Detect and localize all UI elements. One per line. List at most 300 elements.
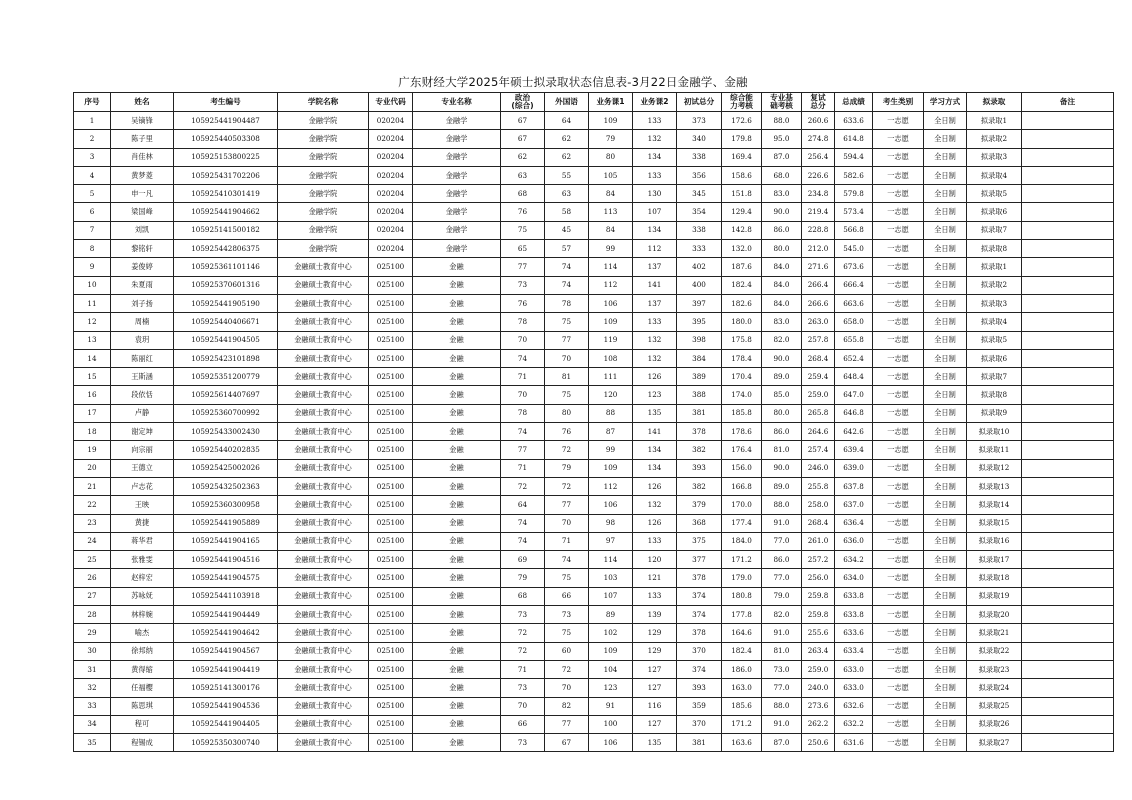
cell-admission: 拟录取14 [967, 496, 1022, 514]
cell-subject2: 127 [633, 715, 677, 733]
cell-politics: 73 [501, 679, 545, 697]
cell-major-basic-assess: 82.0 [762, 331, 802, 349]
cell-subject2: 133 [633, 313, 677, 331]
cell-major-code: 025100 [369, 697, 413, 715]
cell-seq: 34 [74, 715, 111, 733]
cell-prelim-total: 340 [677, 130, 722, 148]
cell-exam-id: 105925360300958 [174, 496, 278, 514]
cell-remarks [1022, 166, 1114, 184]
cell-major-code: 025100 [369, 459, 413, 477]
cell-foreign-lang: 71 [545, 532, 589, 550]
cell-name: 苏咏妩 [111, 587, 174, 605]
cell-prelim-total: 397 [677, 294, 722, 312]
cell-ability-assess: 178.6 [722, 423, 762, 441]
cell-name: 谢定坤 [111, 423, 174, 441]
cell-major-code: 025100 [369, 477, 413, 495]
cell-total-score: 633.6 [835, 112, 873, 130]
table-row [74, 496, 1114, 514]
cell-major-basic-assess: 89.0 [762, 368, 802, 386]
cell-subject1: 80 [589, 148, 633, 166]
header-candidate-type: 考生类别 [873, 93, 924, 112]
table-row [74, 642, 1114, 660]
cell-politics: 73 [501, 734, 545, 752]
cell-exam-id: 105925441904642 [174, 624, 278, 642]
cell-seq: 20 [74, 459, 111, 477]
cell-exam-id: 105925153800225 [174, 148, 278, 166]
cell-candidate-type: 一志愿 [873, 386, 924, 404]
cell-foreign-lang: 81 [545, 368, 589, 386]
cell-exam-id: 105925433002430 [174, 423, 278, 441]
cell-major-name: 金融 [413, 715, 501, 733]
cell-study-mode: 全日制 [924, 148, 967, 166]
cell-prelim-total: 354 [677, 203, 722, 221]
cell-name: 刘凯 [111, 221, 174, 239]
header-politics: 政治 (综合) [501, 93, 545, 112]
cell-politics: 71 [501, 459, 545, 477]
cell-admission: 拟录取4 [967, 313, 1022, 331]
cell-major-name: 金融学 [413, 240, 501, 258]
table-row [74, 587, 1114, 605]
cell-college: 金融硕士教育中心 [278, 587, 369, 605]
cell-exam-id: 105925431702206 [174, 166, 278, 184]
cell-politics: 77 [501, 441, 545, 459]
cell-subject1: 99 [589, 441, 633, 459]
cell-name: 黄梦菱 [111, 166, 174, 184]
cell-admission: 拟录取7 [967, 221, 1022, 239]
cell-seq: 11 [74, 294, 111, 312]
cell-remarks [1022, 112, 1114, 130]
cell-major-basic-assess: 80.0 [762, 240, 802, 258]
cell-admission: 拟录取4 [967, 166, 1022, 184]
cell-foreign-lang: 60 [545, 642, 589, 660]
cell-subject2: 135 [633, 404, 677, 422]
cell-major-basic-assess: 77.0 [762, 569, 802, 587]
cell-subject2: 133 [633, 112, 677, 130]
cell-candidate-type: 一志愿 [873, 532, 924, 550]
cell-subject2: 132 [633, 496, 677, 514]
cell-total-score: 647.0 [835, 386, 873, 404]
cell-total-score: 614.8 [835, 130, 873, 148]
cell-study-mode: 全日制 [924, 660, 967, 678]
cell-subject2: 137 [633, 258, 677, 276]
cell-college: 金融学院 [278, 240, 369, 258]
cell-subject1: 99 [589, 240, 633, 258]
cell-college: 金融硕士教育中心 [278, 496, 369, 514]
cell-major-name: 金融 [413, 441, 501, 459]
cell-study-mode: 全日制 [924, 459, 967, 477]
cell-ability-assess: 172.6 [722, 112, 762, 130]
cell-subject2: 121 [633, 569, 677, 587]
cell-major-name: 金融 [413, 276, 501, 294]
cell-foreign-lang: 45 [545, 221, 589, 239]
cell-study-mode: 全日制 [924, 642, 967, 660]
header-subject1: 业务课1 [589, 93, 633, 112]
cell-college: 金融硕士教育中心 [278, 313, 369, 331]
cell-candidate-type: 一志愿 [873, 423, 924, 441]
cell-college: 金融硕士教育中心 [278, 660, 369, 678]
cell-remarks [1022, 532, 1114, 550]
cell-prelim-total: 382 [677, 441, 722, 459]
cell-major-basic-assess: 90.0 [762, 203, 802, 221]
cell-subject1: 111 [589, 368, 633, 386]
cell-admission: 拟录取5 [967, 331, 1022, 349]
cell-study-mode: 全日制 [924, 276, 967, 294]
cell-subject1: 79 [589, 130, 633, 148]
table-row [74, 551, 1114, 569]
cell-study-mode: 全日制 [924, 624, 967, 642]
cell-foreign-lang: 80 [545, 404, 589, 422]
cell-ability-assess: 180.8 [722, 587, 762, 605]
cell-retest-total: 257.8 [802, 331, 835, 349]
cell-admission: 拟录取17 [967, 551, 1022, 569]
cell-remarks [1022, 203, 1114, 221]
cell-remarks [1022, 459, 1114, 477]
cell-major-name: 金融学 [413, 185, 501, 203]
cell-subject1: 114 [589, 258, 633, 276]
cell-candidate-type: 一志愿 [873, 734, 924, 752]
cell-major-basic-assess: 91.0 [762, 715, 802, 733]
cell-subject2: 141 [633, 423, 677, 441]
cell-ability-assess: 175.8 [722, 331, 762, 349]
cell-prelim-total: 375 [677, 532, 722, 550]
cell-major-code: 020204 [369, 112, 413, 130]
cell-subject1: 106 [589, 496, 633, 514]
table-row [74, 130, 1114, 148]
cell-study-mode: 全日制 [924, 166, 967, 184]
cell-subject2: 133 [633, 166, 677, 184]
cell-admission: 拟录取1 [967, 258, 1022, 276]
cell-remarks [1022, 697, 1114, 715]
cell-study-mode: 全日制 [924, 441, 967, 459]
cell-ability-assess: 142.8 [722, 221, 762, 239]
cell-major-code: 020204 [369, 166, 413, 184]
cell-politics: 74 [501, 349, 545, 367]
cell-remarks [1022, 679, 1114, 697]
cell-major-basic-assess: 90.0 [762, 349, 802, 367]
cell-seq: 4 [74, 166, 111, 184]
cell-seq: 9 [74, 258, 111, 276]
cell-subject2: 112 [633, 240, 677, 258]
cell-subject2: 127 [633, 679, 677, 697]
cell-prelim-total: 378 [677, 569, 722, 587]
cell-foreign-lang: 57 [545, 240, 589, 258]
cell-study-mode: 全日制 [924, 130, 967, 148]
cell-seq: 7 [74, 221, 111, 239]
cell-exam-id: 105925361101146 [174, 258, 278, 276]
cell-subject2: 134 [633, 441, 677, 459]
cell-retest-total: 274.8 [802, 130, 835, 148]
cell-remarks [1022, 606, 1114, 624]
cell-subject2: 141 [633, 276, 677, 294]
cell-study-mode: 全日制 [924, 532, 967, 550]
cell-major-name: 金融学 [413, 130, 501, 148]
cell-total-score: 666.4 [835, 276, 873, 294]
cell-college: 金融硕士教育中心 [278, 331, 369, 349]
cell-foreign-lang: 82 [545, 697, 589, 715]
table-row [74, 148, 1114, 166]
cell-name: 申一凡 [111, 185, 174, 203]
table-row [74, 276, 1114, 294]
cell-politics: 64 [501, 496, 545, 514]
cell-subject1: 106 [589, 734, 633, 752]
cell-politics: 79 [501, 569, 545, 587]
cell-study-mode: 全日制 [924, 496, 967, 514]
cell-subject1: 113 [589, 203, 633, 221]
cell-major-code: 025100 [369, 441, 413, 459]
cell-prelim-total: 400 [677, 276, 722, 294]
cell-subject2: 126 [633, 368, 677, 386]
cell-study-mode: 全日制 [924, 697, 967, 715]
cell-major-basic-assess: 83.0 [762, 313, 802, 331]
cell-major-name: 金融 [413, 551, 501, 569]
cell-candidate-type: 一志愿 [873, 240, 924, 258]
cell-study-mode: 全日制 [924, 606, 967, 624]
cell-politics: 78 [501, 404, 545, 422]
cell-admission: 拟录取8 [967, 240, 1022, 258]
cell-major-code: 025100 [369, 715, 413, 733]
cell-foreign-lang: 58 [545, 203, 589, 221]
cell-name: 陈思琪 [111, 697, 174, 715]
cell-seq: 17 [74, 404, 111, 422]
cell-foreign-lang: 75 [545, 624, 589, 642]
table-row [74, 331, 1114, 349]
cell-politics: 74 [501, 423, 545, 441]
cell-ability-assess: 178.4 [722, 349, 762, 367]
cell-major-basic-assess: 89.0 [762, 477, 802, 495]
cell-retest-total: 266.4 [802, 276, 835, 294]
cell-major-name: 金融 [413, 349, 501, 367]
cell-ability-assess: 163.6 [722, 734, 762, 752]
cell-remarks [1022, 551, 1114, 569]
cell-total-score: 652.4 [835, 349, 873, 367]
cell-study-mode: 全日制 [924, 386, 967, 404]
cell-politics: 76 [501, 203, 545, 221]
cell-name: 周楠 [111, 313, 174, 331]
cell-name: 陈丽红 [111, 349, 174, 367]
cell-major-basic-assess: 88.0 [762, 697, 802, 715]
cell-ability-assess: 163.0 [722, 679, 762, 697]
table-row [74, 459, 1114, 477]
cell-name: 林梓婉 [111, 606, 174, 624]
document-title: 广东财经大学2025年硕士拟录取状态信息表-3月22日金融学、金融 [398, 75, 748, 89]
cell-retest-total: 257.4 [802, 441, 835, 459]
cell-total-score: 633.6 [835, 624, 873, 642]
cell-major-name: 金融 [413, 331, 501, 349]
cell-subject1: 109 [589, 313, 633, 331]
cell-college: 金融学院 [278, 203, 369, 221]
cell-major-code: 025100 [369, 606, 413, 624]
cell-politics: 63 [501, 166, 545, 184]
cell-major-basic-assess: 86.0 [762, 551, 802, 569]
cell-politics: 78 [501, 313, 545, 331]
cell-retest-total: 246.0 [802, 459, 835, 477]
cell-exam-id: 105925423101898 [174, 349, 278, 367]
cell-exam-id: 105925441904487 [174, 112, 278, 130]
cell-major-name: 金融学 [413, 203, 501, 221]
cell-exam-id: 105925440406671 [174, 313, 278, 331]
cell-major-code: 025100 [369, 569, 413, 587]
cell-exam-id: 105925441904449 [174, 606, 278, 624]
table-row [74, 386, 1114, 404]
cell-major-basic-assess: 95.0 [762, 130, 802, 148]
cell-retest-total: 256.0 [802, 569, 835, 587]
header-seq: 序号 [74, 93, 111, 112]
cell-foreign-lang: 76 [545, 423, 589, 441]
cell-foreign-lang: 70 [545, 679, 589, 697]
table-row [74, 423, 1114, 441]
cell-college: 金融硕士教育中心 [278, 734, 369, 752]
cell-politics: 74 [501, 514, 545, 532]
cell-college: 金融硕士教育中心 [278, 349, 369, 367]
cell-subject2: 135 [633, 734, 677, 752]
cell-major-basic-assess: 77.0 [762, 532, 802, 550]
cell-subject1: 119 [589, 331, 633, 349]
cell-retest-total: 268.4 [802, 349, 835, 367]
table-row [74, 221, 1114, 239]
table-row [74, 679, 1114, 697]
cell-major-basic-assess: 81.0 [762, 642, 802, 660]
cell-total-score: 639.4 [835, 441, 873, 459]
cell-major-basic-assess: 87.0 [762, 148, 802, 166]
cell-subject2: 132 [633, 130, 677, 148]
cell-prelim-total: 388 [677, 386, 722, 404]
cell-candidate-type: 一志愿 [873, 459, 924, 477]
cell-subject2: 126 [633, 477, 677, 495]
cell-major-basic-assess: 84.0 [762, 258, 802, 276]
cell-major-name: 金融 [413, 368, 501, 386]
cell-study-mode: 全日制 [924, 715, 967, 733]
cell-major-name: 金融 [413, 423, 501, 441]
cell-subject2: 137 [633, 294, 677, 312]
cell-politics: 75 [501, 221, 545, 239]
cell-foreign-lang: 75 [545, 386, 589, 404]
cell-seq: 16 [74, 386, 111, 404]
cell-foreign-lang: 72 [545, 441, 589, 459]
cell-ability-assess: 180.0 [722, 313, 762, 331]
table-row [74, 349, 1114, 367]
cell-ability-assess: 185.8 [722, 404, 762, 422]
cell-name: 程锡成 [111, 734, 174, 752]
cell-admission: 拟录取9 [967, 404, 1022, 422]
cell-admission: 拟录取3 [967, 148, 1022, 166]
cell-exam-id: 105925141500182 [174, 221, 278, 239]
header-remarks: 备注 [1022, 93, 1114, 112]
cell-total-score: 633.8 [835, 606, 873, 624]
cell-prelim-total: 393 [677, 459, 722, 477]
cell-exam-id: 105925441103918 [174, 587, 278, 605]
cell-college: 金融硕士教育中心 [278, 532, 369, 550]
cell-college: 金融硕士教育中心 [278, 606, 369, 624]
cell-major-code: 025100 [369, 679, 413, 697]
cell-retest-total: 259.8 [802, 587, 835, 605]
cell-major-code: 020204 [369, 203, 413, 221]
cell-seq: 32 [74, 679, 111, 697]
cell-politics: 72 [501, 642, 545, 660]
cell-candidate-type: 一志愿 [873, 551, 924, 569]
cell-subject1: 106 [589, 294, 633, 312]
cell-prelim-total: 384 [677, 349, 722, 367]
cell-name: 王德立 [111, 459, 174, 477]
table-row [74, 112, 1114, 130]
cell-admission: 拟录取6 [967, 203, 1022, 221]
cell-study-mode: 全日制 [924, 240, 967, 258]
cell-politics: 70 [501, 386, 545, 404]
cell-total-score: 573.4 [835, 203, 873, 221]
cell-remarks [1022, 294, 1114, 312]
cell-remarks [1022, 514, 1114, 532]
cell-name: 喻杰 [111, 624, 174, 642]
cell-prelim-total: 402 [677, 258, 722, 276]
cell-ability-assess: 170.0 [722, 496, 762, 514]
cell-study-mode: 全日制 [924, 185, 967, 203]
cell-name: 张雅雯 [111, 551, 174, 569]
cell-major-name: 金融学 [413, 221, 501, 239]
cell-major-basic-assess: 81.0 [762, 441, 802, 459]
cell-foreign-lang: 62 [545, 148, 589, 166]
cell-name: 向宗丽 [111, 441, 174, 459]
cell-foreign-lang: 72 [545, 660, 589, 678]
header-retest-total: 复试 总分 [802, 93, 835, 112]
cell-remarks [1022, 130, 1114, 148]
cell-candidate-type: 一志愿 [873, 258, 924, 276]
cell-study-mode: 全日制 [924, 734, 967, 752]
cell-seq: 1 [74, 112, 111, 130]
cell-name: 黎铭轩 [111, 240, 174, 258]
cell-foreign-lang: 74 [545, 276, 589, 294]
cell-major-basic-assess: 68.0 [762, 166, 802, 184]
cell-ability-assess: 182.6 [722, 294, 762, 312]
cell-subject2: 132 [633, 349, 677, 367]
header-ability-assess: 综合能 力考核 [722, 93, 762, 112]
cell-study-mode: 全日制 [924, 331, 967, 349]
cell-exam-id: 105925410301419 [174, 185, 278, 203]
cell-admission: 拟录取2 [967, 276, 1022, 294]
cell-politics: 69 [501, 551, 545, 569]
cell-subject1: 109 [589, 459, 633, 477]
cell-major-basic-assess: 88.0 [762, 496, 802, 514]
cell-college: 金融硕士教育中心 [278, 368, 369, 386]
cell-subject2: 116 [633, 697, 677, 715]
cell-admission: 拟录取13 [967, 477, 1022, 495]
cell-remarks [1022, 349, 1114, 367]
header-major-name: 专业名称 [413, 93, 501, 112]
header-college: 学院名称 [278, 93, 369, 112]
cell-candidate-type: 一志愿 [873, 331, 924, 349]
cell-ability-assess: 177.8 [722, 606, 762, 624]
cell-major-basic-assess: 82.0 [762, 606, 802, 624]
cell-seq: 31 [74, 660, 111, 678]
cell-seq: 25 [74, 551, 111, 569]
cell-college: 金融学院 [278, 185, 369, 203]
cell-ability-assess: 179.0 [722, 569, 762, 587]
cell-prelim-total: 398 [677, 331, 722, 349]
table-row [74, 166, 1114, 184]
cell-retest-total: 219.4 [802, 203, 835, 221]
cell-subject2: 134 [633, 148, 677, 166]
cell-admission: 拟录取26 [967, 715, 1022, 733]
cell-major-code: 025100 [369, 386, 413, 404]
cell-study-mode: 全日制 [924, 587, 967, 605]
cell-subject2: 120 [633, 551, 677, 569]
cell-name: 刘子扬 [111, 294, 174, 312]
cell-exam-id: 105925441904575 [174, 569, 278, 587]
cell-admission: 拟录取24 [967, 679, 1022, 697]
cell-foreign-lang: 75 [545, 569, 589, 587]
cell-major-name: 金融 [413, 532, 501, 550]
cell-seq: 18 [74, 423, 111, 441]
cell-admission: 拟录取18 [967, 569, 1022, 587]
cell-major-basic-assess: 80.0 [762, 404, 802, 422]
